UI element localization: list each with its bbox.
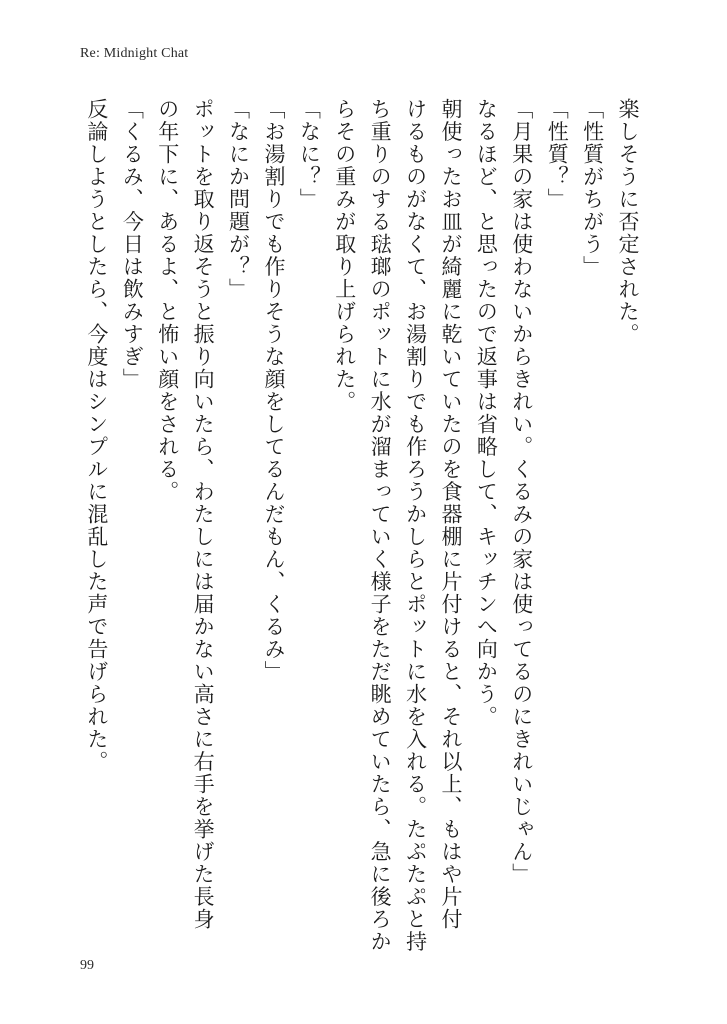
text-line: 「性質がちがう」 (580, 98, 605, 278)
text-line: らその重みが取り上げられた。 (332, 98, 357, 413)
text-line: ち重りのする琺瑯のポットに水が溜まっていく様子をただ眺めていたら、急に後ろか (368, 98, 393, 953)
text-line: の年下に、あるよ、と怖い顔をされる。 (155, 98, 180, 503)
text-line: 朝使ったお皿が綺麗に乾いていたのを食器棚に片付けると、それ以上、もはや片付 (438, 98, 463, 931)
text-line: なるほど、と思ったので返事は省略して、キッチンへ向かう。 (474, 98, 499, 728)
text-line: 楽しそうに否定された。 (616, 98, 640, 346)
text-line: 「お湯割りでも作りそうな顔をしてるんだもん、くるみ」 (261, 98, 286, 683)
vertical-body-text (79, 98, 646, 978)
running-title: Re: Midnight Chat (80, 46, 189, 61)
text-line: 「なに？」 (297, 98, 322, 211)
text-line: ポットを取り返そうと振り向いたら、わたしには届かない高さに右手を挙げた長身 (191, 98, 216, 931)
text-line: 「性質？」 (545, 98, 570, 211)
text-line: 「月果の家は使わないからきれい。くるみの家は使ってるのにきれいじゃん」 (509, 98, 534, 886)
text-line: 「なにか問題が？」 (226, 98, 251, 301)
text-line: 反論しようとしたら、今度はシンプルに混乱した声で告げられた。 (84, 98, 109, 773)
text-line: けるものがなくて、お湯割りでも作ろうかしらとポットに水を入れる。たぷたぷと持 (403, 98, 428, 953)
page-number: 99 (80, 958, 94, 973)
text-line: 「くるみ、今日は飲みすぎ」 (120, 98, 145, 391)
